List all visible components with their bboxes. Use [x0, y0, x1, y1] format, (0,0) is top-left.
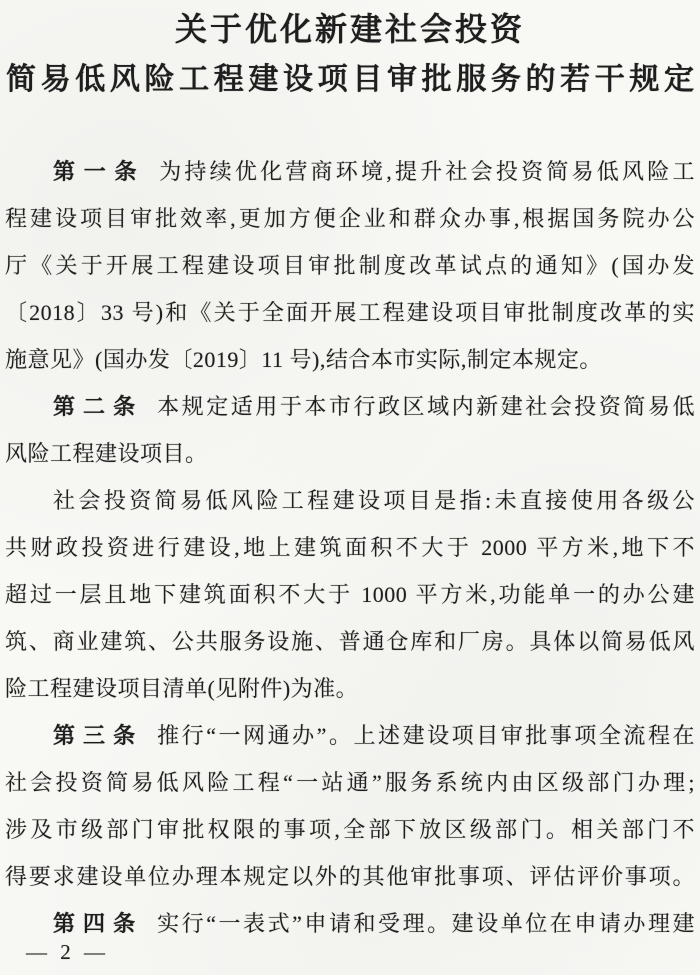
- body-line-text: 施意见》(国办发〔2019〕11 号),结合本市实际,制定本规定。: [5, 347, 602, 372]
- body-line: [5, 853, 695, 900]
- body-line: [5, 477, 695, 524]
- body-line-article-2: [5, 383, 695, 430]
- body-line: [5, 665, 695, 712]
- body-line-text: 为持续优化营商环境,提升社会投资简易低风险工: [159, 159, 695, 184]
- article-3-number: 第三条: [53, 723, 144, 748]
- body-line-text: 社会投资简易低风险工程建设项目是指:未直接使用各级公: [53, 488, 695, 513]
- body-line-article-1: [5, 148, 695, 195]
- body-line-text: 筑、商业建筑、公共服务设施、普通仓库和厂房。具体以简易低风: [5, 629, 695, 654]
- body-line-text: 推行“一网通办”。上述建设项目审批事项全流程在: [157, 723, 695, 748]
- body-line-text: 共财政投资进行建设,地上建筑面积不大于 2000 平方米,地下不: [5, 535, 695, 560]
- body-line: [5, 571, 695, 618]
- body-line-text: 〔2018〕33 号)和《关于全面开展工程建设项目审批制度改革的实: [5, 300, 695, 325]
- body-line-article-3: [5, 712, 695, 759]
- page-number: — 2 —: [26, 940, 109, 964]
- article-2-number: 第二条: [53, 394, 144, 419]
- article-1-number: 第一条: [53, 159, 146, 184]
- body-line: [5, 524, 695, 571]
- body-line-text: 超过一层且地下建筑面积不大于 1000 平方米,功能单一的办公建: [5, 582, 695, 607]
- body-line: [5, 195, 695, 242]
- body-line: [5, 289, 695, 336]
- body-line-text: 程建设项目审批效率,更加方便企业和群众办事,根据国务院办公: [5, 206, 695, 231]
- body-line-text: 社会投资简易低风险工程“一站通”服务系统内由区级部门办理;: [5, 770, 695, 795]
- document-body: [5, 148, 695, 947]
- body-line-text: 实行“一表式”申请和受理。建设单位在申请办理建: [157, 911, 695, 936]
- document-title-line1: 关于优化新建社会投资: [174, 11, 525, 47]
- body-line: [5, 618, 695, 665]
- body-line-text: 本规定适用于本市行政区域内新建社会投资简易低: [157, 394, 695, 419]
- body-line-text: 风险工程建设项目。: [5, 441, 208, 466]
- document-title-line2: 简易低风险工程建设项目审批服务的若干规定: [6, 63, 694, 96]
- body-line-text: 险工程建设项目清单(见附件)为准。: [5, 676, 359, 701]
- body-line-text: 得要求建设单位办理本规定以外的其他审批事项、评估评价事项。: [5, 864, 695, 889]
- body-line: [5, 806, 695, 853]
- body-line-text: 涉及市级部门审批权限的事项,全部下放区级部门。相关部门不: [5, 817, 695, 842]
- article-4-number: 第四条: [53, 911, 144, 936]
- body-line: [5, 430, 695, 477]
- body-line-text: 厅《关于开展工程建设项目审批制度改革试点的通知》(国办发: [5, 253, 695, 278]
- document-title: [6, 6, 694, 104]
- body-line: [5, 242, 695, 289]
- body-line: [5, 336, 695, 383]
- body-line: [5, 759, 695, 806]
